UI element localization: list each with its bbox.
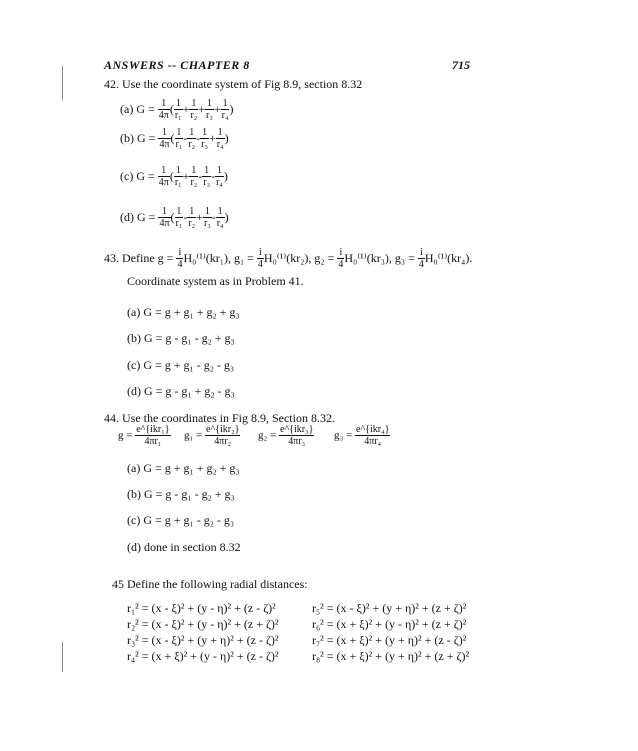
g-lhs: g = <box>157 250 174 265</box>
problem-42-part <box>120 166 228 188</box>
paren-close: ) <box>223 168 228 183</box>
definition-lhs: g₂ = <box>258 429 277 442</box>
fraction-one-over-r1: $\frac{1}{\text{r₁}}$ <box>175 206 183 229</box>
definition-lhs: g₃ = <box>334 429 353 442</box>
fraction-one-over-r4: $\frac{1}{\text{r₄}}$ <box>216 165 223 188</box>
fraction-one-over-4pi: $\frac{1}{4\pi}$ <box>159 206 170 229</box>
denominator: 4πr₁ <box>135 435 170 447</box>
radial-distance-r1: r₁² = (x - ξ)² + (y - η)² + (z - ζ)² <box>127 601 276 615</box>
problem-44-answer-b: (b) G = g - g₁ - g₂ + g₃ <box>127 487 235 501</box>
fraction-one-over-r1: $\frac{1}{\text{r₁}}$ <box>174 98 182 121</box>
fraction-one-over-r2: $\frac{1}{\text{r₂}}$ <box>188 127 196 150</box>
problem-42-part <box>120 128 229 150</box>
paren-open: ( <box>169 168 174 183</box>
problem-43-answer-a: (a) G = g + g₁ + g₂ + g₃ <box>127 305 240 319</box>
fraction-one-over-r4: $\frac{1}{\text{r₄}}$ <box>221 98 229 121</box>
denominator: 4πr₂ <box>205 435 240 447</box>
part-label: (d) <box>120 209 134 224</box>
fraction-one-over-r3: $\frac{1}{\text{r₃}}$ <box>203 206 211 229</box>
fraction-i-over-4: $\frac{i}{4}$ <box>177 247 183 270</box>
problem-44-intro: 44. Use the coordinates in Fig 8.9, Section 8.32. <box>104 411 335 425</box>
paren-close: ) <box>224 209 229 224</box>
green-function-definition <box>118 425 171 447</box>
paren-open: ( <box>169 101 174 116</box>
green-function-definition <box>184 425 240 447</box>
problem-44-answer-c: (c) G = g + g₁ - g₂ - g₃ <box>127 513 235 527</box>
problem-45-intro: 45 Define the following radial distances: <box>112 577 308 591</box>
page-number: 715 <box>452 58 470 72</box>
denominator: 4πr₄ <box>355 435 390 447</box>
problem-43-answer-d: (d) G = g - g₁ + g₂ - g₃ <box>127 384 235 398</box>
radial-distance-r6: r₆² = (x + ξ)² + (y - η)² + (z + ζ)² <box>312 617 467 631</box>
sign: + <box>213 101 221 116</box>
sign: - <box>183 209 188 224</box>
radial-distance-r2: r₂² = (x - ξ)² + (y - η)² + (z + ζ)² <box>127 617 279 631</box>
denominator: 4πr₃ <box>279 435 314 447</box>
sign: + <box>196 209 203 224</box>
hankel-term: H₀⁽¹⁾(kr₄). <box>424 250 473 265</box>
paren-open: ( <box>170 209 175 224</box>
problem-43-answer-c: (c) G = g + g₁ - g₂ - g₃ <box>127 358 235 372</box>
fraction-one-over-r2: $\frac{1}{\text{r₂}}$ <box>190 98 198 121</box>
margin-mark <box>62 66 63 100</box>
problem-42-part <box>120 99 233 121</box>
g2-lhs: , g₂ = <box>308 250 335 265</box>
green-function-definition <box>334 425 390 447</box>
fraction-one-over-r1: $\frac{1}{\text{r₁}}$ <box>175 127 183 150</box>
problem-43-coordinate-note: Coordinate system as in Problem 41. <box>127 274 304 288</box>
fraction-one-over-4pi: $\frac{1}{4\pi}$ <box>158 98 169 121</box>
fraction-i-over-4: $\frac{i}{4}$ <box>257 247 263 270</box>
exponential-fraction <box>279 425 314 447</box>
fraction-one-over-r3: $\frac{1}{\text{r₃}}$ <box>201 127 208 150</box>
numerator: e^{ikr₁} <box>136 424 170 435</box>
exponential-fraction <box>355 425 390 447</box>
numerator: e^{ikr₂} <box>206 424 240 435</box>
paren-close: ) <box>229 101 234 116</box>
sign: + <box>182 168 190 183</box>
radial-distance-r7: r₇² = (x + ξ)² + (y + η)² + (z - ζ)² <box>312 633 467 647</box>
problem-42-intro: 42. Use the coordinate system of Fig 8.9, section 8.32 <box>104 77 363 91</box>
define-label: 43. Define <box>104 250 155 265</box>
radial-distance-r8: r₈² = (x + ξ)² + (y + η)² + (z + ζ)² <box>312 649 470 663</box>
definition-lhs: g₁ = <box>184 429 203 442</box>
sign: - <box>183 130 188 145</box>
numerator: e^{ikr₄} <box>356 424 390 435</box>
numerator: e^{ikr₃} <box>280 424 314 435</box>
green-function-definition <box>258 425 314 447</box>
definition-lhs: g = <box>118 429 133 442</box>
problem-43-answer-b: (b) G = g - g₁ - g₂ + g₃ <box>127 331 235 345</box>
sign: + <box>182 101 190 116</box>
exponential-fraction <box>135 425 170 447</box>
paren-open: ( <box>170 130 175 145</box>
problem-44-answer-a: (a) G = g + g₁ + g₂ + g₃ <box>127 461 240 475</box>
g-lhs: G = <box>137 209 156 224</box>
g-lhs: G = <box>137 130 156 145</box>
problem-44-answer-d: (d) done in section 8.32 <box>127 540 241 554</box>
fraction-one-over-r4: $\frac{1}{\text{r₄}}$ <box>216 127 224 150</box>
fraction-one-over-r2: $\frac{1}{\text{r₂}}$ <box>190 165 198 188</box>
part-label: (a) <box>120 101 134 116</box>
margin-mark <box>62 642 63 672</box>
g-lhs: G = <box>136 101 155 116</box>
radial-distance-r4: r₄² = (x + ξ)² + (y - η)² + (z - ζ)² <box>127 649 279 663</box>
fraction-one-over-r1: $\frac{1}{\text{r₁}}$ <box>174 165 182 188</box>
g3-lhs: , g₃ = <box>388 250 415 265</box>
fraction-one-over-r4: $\frac{1}{\text{r₄}}$ <box>216 206 224 229</box>
part-label: (c) <box>120 168 134 183</box>
fraction-one-over-r3: $\frac{1}{\text{r₃}}$ <box>206 98 213 121</box>
hankel-term: H₀⁽¹⁾(kr₁) <box>183 250 228 265</box>
g-lhs: G = <box>136 168 155 183</box>
running-header: ANSWERS -- CHAPTER 8 <box>104 58 250 72</box>
sign: - <box>198 168 203 183</box>
exponential-fraction <box>205 425 240 447</box>
problem-43-definition <box>104 248 472 270</box>
radial-distance-r3: r₃² = (x - ξ)² + (y + η)² + (z - ζ)² <box>127 633 279 647</box>
fraction-one-over-4pi: $\frac{1}{4\pi}$ <box>158 165 169 188</box>
sign: - <box>211 168 216 183</box>
hankel-term: H₀⁽¹⁾(kr₂) <box>263 250 309 265</box>
fraction-i-over-4: $\frac{i}{4}$ <box>418 247 424 270</box>
fraction-one-over-r3: $\frac{1}{\text{r₃}}$ <box>203 165 211 188</box>
sign: - <box>211 209 216 224</box>
sign: - <box>196 130 201 145</box>
paren-close: ) <box>224 130 229 145</box>
sign: + <box>208 130 216 145</box>
fraction-one-over-r2: $\frac{1}{\text{r₂}}$ <box>188 206 196 229</box>
problem-42-part <box>120 207 229 229</box>
sign: + <box>198 101 206 116</box>
fraction-one-over-4pi: $\frac{1}{4\pi}$ <box>159 127 170 150</box>
g1-lhs: , g₁ = <box>227 250 254 265</box>
hankel-term: H₀⁽¹⁾(kr₃) <box>344 250 389 265</box>
fraction-i-over-4: $\frac{i}{4}$ <box>338 247 344 270</box>
part-label: (b) <box>120 130 134 145</box>
radial-distance-r5: r₅² = (x - ξ)² + (y + η)² + (z + ζ)² <box>312 601 467 615</box>
